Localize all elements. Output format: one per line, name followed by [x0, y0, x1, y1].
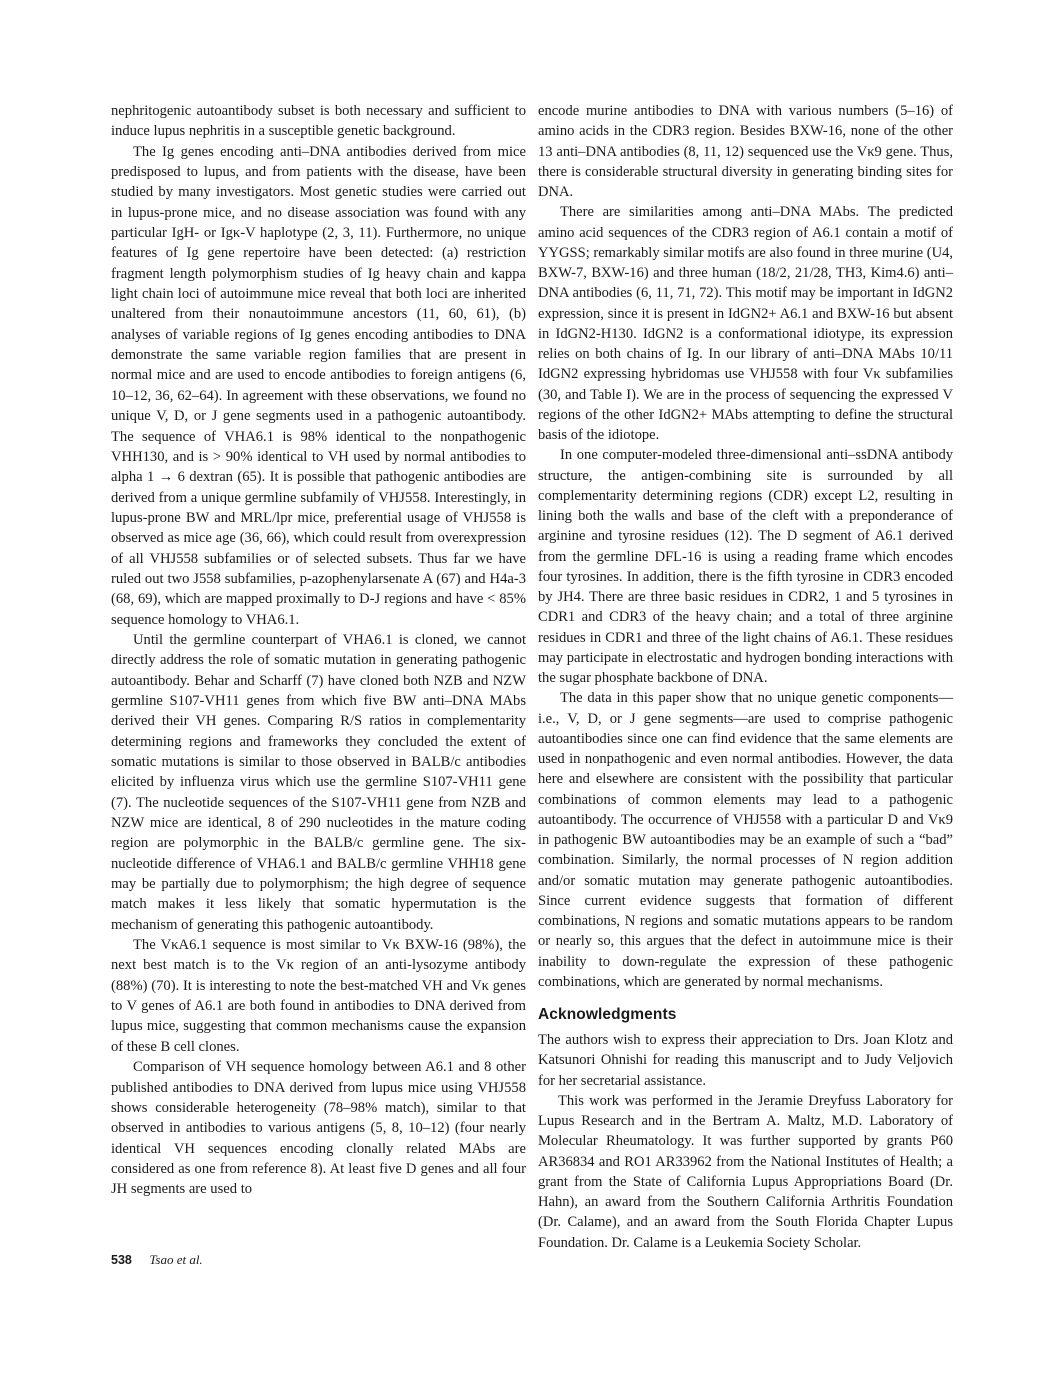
paragraph: In one computer-modeled three-dimensional anti–ssDNA antibody structure, the antigen-combining site is surrounded by all complementarity determining regions (CDR) except L2, resulting in lining both the walls and base of the cleft with a preponderance of arginine and tyrosine residues (12). The D segment of A6.1 derived from the germline DFL-16 is using a reading frame which encodes four tyrosines. In addition, there is the fifth tyrosine in CDR3 encoded by JH4. There are three basic residues in CDR2, 1 and 5 tyrosines in CDR1 and CDR3 of the heavy chain; and a total of three arginine residues in CDR1 and three of the light chains of A6.1. These residues may participate in electrostatic and hydrogen bonding interactions with the sugar phosphate backbone of DNA.	[538, 447, 953, 686]
paragraph: The data in this paper show that no unique genetic components—i.e., V, D, or J gene segments—are used to comprise pathogenic autoantibodies since one can find evidence that the same elements are used in nonpathogenic and even normal antibodies. However, the data here and elsewhere are consistent with the possibility that particular combinations of common elements may lead to a pathogenic autoantibody. The occurrence of VHJ558 with a particular D and Vκ9 in pathogenic BW autoantibodies may be an example of such a “bad” combination. Similarly, the normal processes of N region addition and/or somatic mutation may generate pathogenic autoantibodies. Since current evidence suggests that formation of different combinations, N regions and somatic mutations appears to be random or nearly so, this argues that the defect in autoimmune mice is their inability to down-regulate the expression of these pathogenic combinations, which are generated by normal mechanisms.	[538, 690, 953, 990]
paragraph: The authors wish to express their appreciation to Drs. Joan Klotz and Katsunori Ohnishi for reading this manuscript and to Judy Veljovich for her secretarial assistance.	[538, 1032, 953, 1089]
paragraph: This work was performed in the Jeramie Dreyfuss Laboratory for Lupus Research and in the Bertram A. Maltz, M.D. Laboratory of Molecular Rheumatology. It was further supported by grants P60 AR36834 and RO1 AR33962 from the National Institutes of Health; a grant from the State of California Lupus Appropriations Board (Dr. Hahn), an award from the Southern California Arthritis Foundation (Dr. Calame), and an award from the South Florida Chapter Lupus Foundation. Dr. Calame is a Leukemia Society Scholar.	[538, 1092, 953, 1251]
acknowledgments-section	[538, 1006, 953, 1253]
paragraph: The VκA6.1 sequence is most similar to Vκ BXW-16 (98%), the next best match is to the Vκ region of an anti-lysozyme antibody (88%) (70). It is interesting to note the best-matched VH and Vκ genes to V genes of A6.1 are both found in antibodies to DNA derived from lupus mice, suggesting that common mechanisms cause the expansion of these B cell clones.	[111, 937, 526, 1055]
left-column	[111, 101, 526, 1200]
paragraph: nephritogenic autoantibody subset is both necessary and sufficient to induce lupus nephritis in a susceptible genetic background.	[111, 103, 526, 140]
paragraph: Until the germline counterpart of VHA6.1 is cloned, we cannot directly address the role of somatic mutation in generating pathogenic autoantibody. Behar and Scharff (7) have cloned both NZB and NZW germline S107-VH11 genes from which five BW anti–DNA MAbs derived their VH genes. Comparing R/S ratios in complementarity determining regions and frameworks they concluded the extent of somatic mutations is similar to those observed in BALB/c antibodies elicited by influenza virus which use the germline S107-VH11 gene (7). The nucleotide sequences of the S107-VH11 gene from NZB and NZW mice are identical, 8 of 290 nucleotides in the mature coding region are polymorphic in the BALB/c germline gene. The six-nucleotide difference of VHA6.1 and BALB/c germline VHH18 gene may be partially due to polymorphism; the high degree of sequence match makes it less likely that somatic hypermutation is the mechanism of generating this pathogenic autoantibody.	[111, 631, 526, 933]
running-head: Tsao et al.	[149, 1252, 203, 1267]
paragraph: Comparison of VH sequence homology between A6.1 and 8 other published antibodies to DNA derived from lupus mice using VHJ558 shows considerable heterogeneity (78–98% match), similar to that observed in antibodies to various antigens (5, 8, 10–12) (four nearly identical VH sequences encoding clonally related MAbs are considered as one from reference 8). At least five D genes and all four JH segments are used to	[111, 1059, 526, 1198]
paragraph: encode murine antibodies to DNA with various numbers (5–16) of amino acids in the CDR3 region. Besides BXW-16, none of the other 13 anti–DNA antibodies (8, 11, 12) sequenced use the Vκ9 gene. Thus, there is considerable structural diversity in generating binding sites for DNA.	[538, 103, 953, 200]
page-number: 538	[111, 1253, 132, 1267]
paragraph: The Ig genes encoding anti–DNA antibodies derived from mice predisposed to lupus, and from patients with the disease, have been studied by many investigators. Most genetic studies were carried out in lupus-prone mice, and no disease association was found with any particular IgH- or Igκ-V haplotype (2, 3, 11). Furthermore, no unique features of Ig gene repertoire have been detected: (a) restriction fragment length polymorphism studies of Ig heavy chain and kappa light chain loci of autoimmune mice reveal that both loci are inherited unaltered from their nonautoimmune ancestors (11, 60, 61), (b) analyses of variable regions of Ig genes encoding antibodies to DNA demonstrate the same variable region families that are present in normal mice and are used to encode antibodies to foreign antigens (6, 10–12, 36, 62–64). In agreement with these observations, we found no unique V, D, or J gene segments used in a pathogenic autoantibody. The sequence of VHA6.1 is 98% identical to the nonpathogenic VHH130, and is > 90% identical to VH used by normal antibodies to alpha 1 → 6 dextran (65). It is possible that pathogenic antibodies are derived from a unique germline subfamily of VHJ558. Interestingly, in lupus-prone BW and MRL/lpr mice, preferential usage of VHJ558 is observed as mice age (36, 66), which could result from overexpression of all VHJ558 subfamilies or of selected subsets. Thus far we have ruled out two J558 subfamilies, p-azophenylarsenate A (67) and H4a-3 (68, 69), which are mapped proximally to D-J regions and have < 85% sequence homology to VHA6.1.	[111, 143, 526, 628]
paragraph: There are similarities among anti–DNA MAbs. The predicted amino acid sequences of the CDR3 region of A6.1 contain a motif of YYGSS; remarkably similar motifs are also found in three murine (U4, BXW-7, BXW-16) and three human (18/2, 21/28, TH3, Kim4.6) anti–DNA antibodies (6, 11, 71, 72). This motif may be important in IdGN2 expression, since it is present in IdGN2+ A6.1 and BXW-16 but absent in IdGN2-H130. IdGN2 is a conformational idiotype, its expression relies on both chains of Ig. In our library of anti–DNA MAbs 10/11 IdGN2 expressing hybridomas use VHJ558 with four Vκ subfamilies (30, and Table I). We are in the process of sequencing the expressed V regions of the other IdGN2+ MAbs attempting to define the structural basis of the idiotope.	[538, 204, 953, 443]
right-column	[538, 101, 953, 1253]
acknowledgments-heading: Acknowledgments	[538, 1006, 677, 1023]
page-footer	[111, 1252, 203, 1268]
